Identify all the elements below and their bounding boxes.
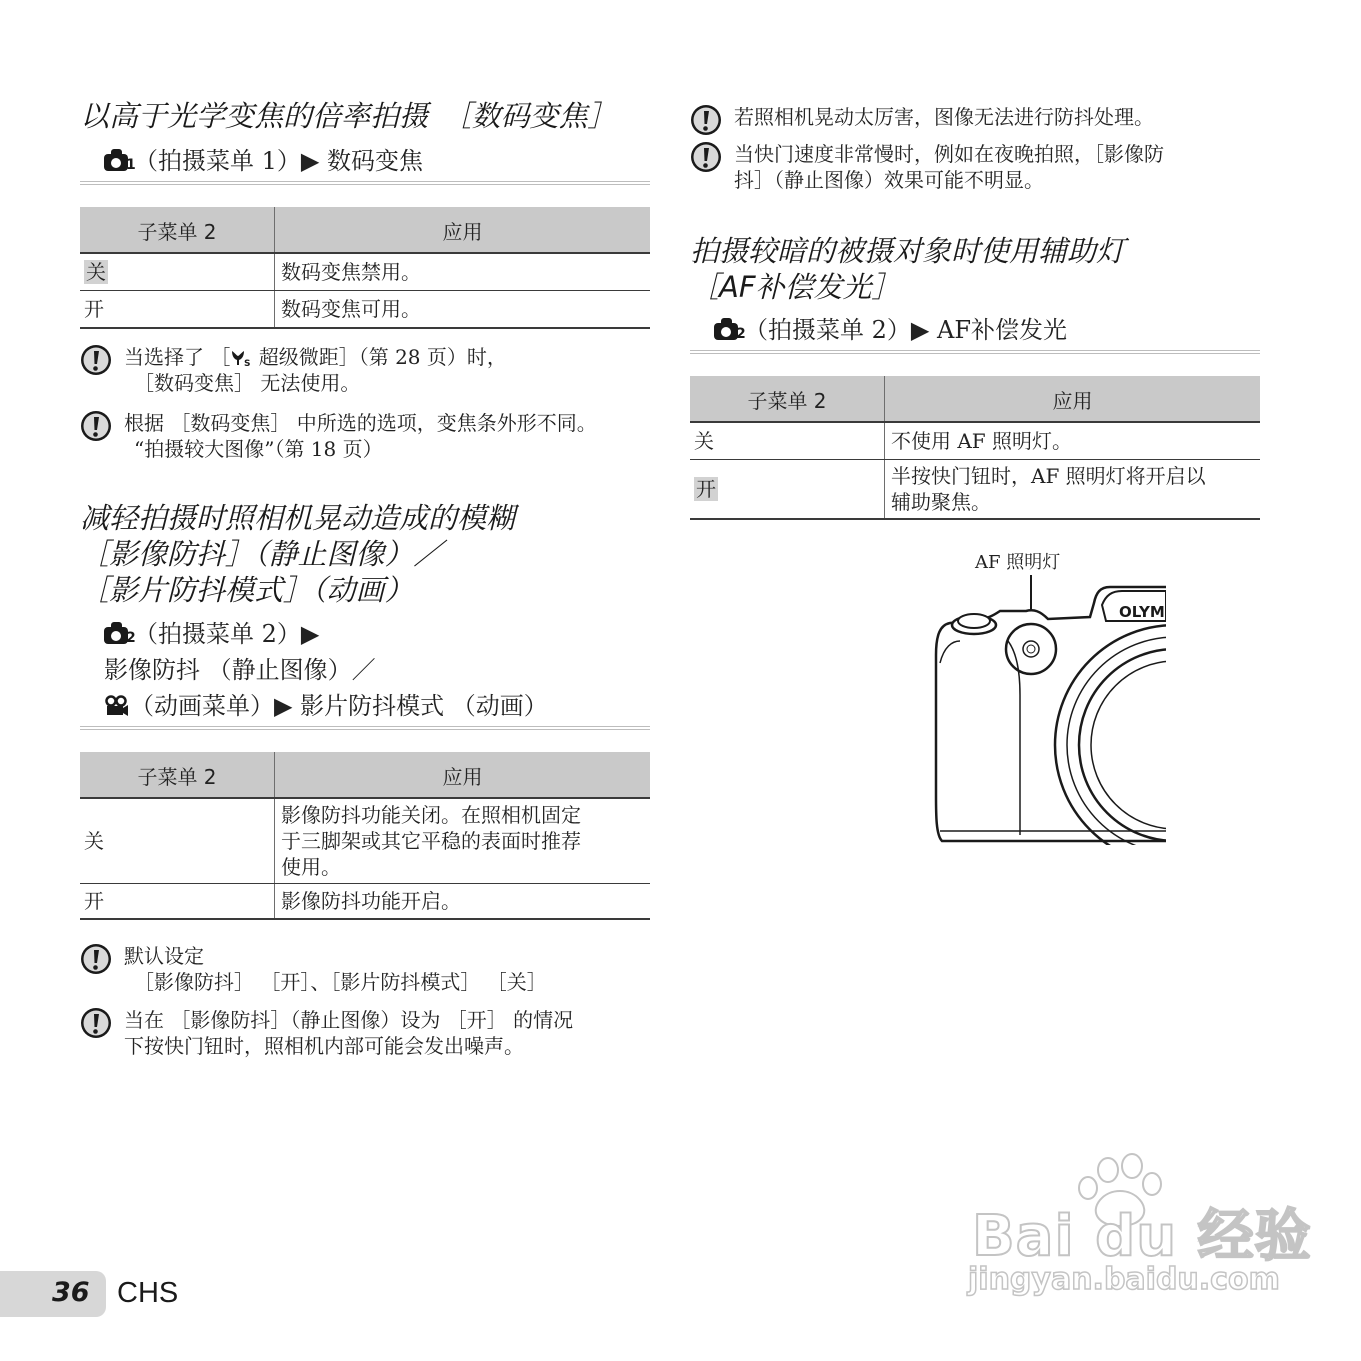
note-item: 根据 ［数码变焦］ 中所选的选项，变焦条外形不同。 “拍摄较大图像”（第 18 页） (80, 410, 650, 466)
table-header-application: 应用 (275, 208, 651, 254)
option-off-highlighted: 关 (86, 260, 106, 284)
note-item: 当快门速度非常慢时，例如在夜晚拍照，［影像防 抖］（静止图像）效果可能不明显。 (690, 141, 1260, 197)
caution-icon (80, 1007, 112, 1039)
page-number: 36 (52, 1277, 90, 1308)
option-description: 数码变焦可用。 (275, 291, 651, 329)
table-header-submenu: 子菜单 2 (80, 208, 275, 254)
option-on-highlighted: 开 (696, 477, 716, 501)
option-off: 关 (80, 798, 275, 884)
note-item: 默认设定 ［影像防抖］ ［开］、［影片防抖模式］ ［关］ (80, 943, 650, 999)
table-row (80, 253, 650, 291)
table-row (80, 798, 650, 884)
table-row (80, 884, 650, 920)
language-code: CHS (117, 1277, 179, 1309)
watermark-url: jingyan.baidu.com (968, 1262, 1280, 1297)
brand-logo: OLYM (1119, 603, 1165, 621)
camera-mode-icon: 1 (104, 149, 132, 171)
table-header-submenu: 子菜单 2 (80, 753, 275, 799)
option-description: 影像防抖功能开启。 (275, 884, 651, 920)
menu-path-text: （拍摄菜单 1）▶ 数码变焦 (134, 147, 423, 175)
watermark-logo-text: Bai du 经验 (972, 1204, 1312, 1269)
image-stabilizer-table (80, 752, 650, 920)
table-row (690, 460, 1260, 520)
table-header-application: 应用 (275, 753, 651, 799)
section-title-image-stabilizer: 减轻拍摄时照相机晃动造成的模糊 ［影像防抖］（静止图像）／ ［影片防抖模式］（动画） (80, 501, 516, 607)
option-on: 开 (80, 291, 275, 329)
table-row (80, 291, 650, 329)
option-off: 关 (690, 422, 885, 460)
caution-icon (80, 344, 112, 376)
caution-icon (80, 410, 112, 442)
section-title-digital-zoom: 以高于光学变焦的倍率拍摄 ［数码变焦］ (80, 99, 617, 133)
option-on: 开 (80, 884, 275, 920)
option-description: 影像防抖功能关闭。在照相机固定 于三脚架或其它平稳的表面时推荐 使用。 (275, 798, 651, 884)
caution-icon (690, 141, 722, 173)
camera-mode-icon: 2 (714, 318, 742, 340)
af-lamp-label: AF 照明灯 (975, 552, 1061, 573)
table-header-application: 应用 (885, 377, 1261, 423)
movie-menu-icon (104, 695, 130, 717)
option-description: 不使用 AF 照明灯。 (885, 422, 1261, 460)
digital-zoom-table (80, 207, 650, 329)
caution-icon (80, 943, 112, 975)
menu-path-af-illuminator: 2 （拍摄菜单 2）▶ AF补偿发光 (690, 312, 1260, 354)
note-item: 当选择了 ［ S 超级微距］（第 28 页）时， ［数码变焦］ 无法使用。 (80, 344, 650, 400)
section-title-af-illuminator: 拍摄较暗的被摄对象时使用辅助灯 ［AF补偿发光］ (690, 234, 1126, 304)
caution-icon (690, 104, 722, 136)
super-macro-icon (230, 347, 252, 367)
camera-illustration (930, 545, 1170, 845)
menu-path-image-stabilizer: 2 （拍摄菜单 2）▶ 影像防抖 （静止图像）／ （动画菜单）▶ 影片防抖模式 （动画） (80, 616, 650, 730)
camera-mode-icon: 2 (104, 622, 132, 644)
af-illuminator-table (690, 376, 1260, 520)
option-description: 半按快门钮时，AF 照明灯将开启以 辅助聚焦。 (885, 460, 1261, 520)
note-item: 当在 ［影像防抖］（静止图像）设为 ［开］ 的情况 下按快门钮时，照相机内部可能会发出噪声。 (80, 1007, 650, 1063)
table-header-submenu: 子菜单 2 (690, 377, 885, 423)
option-description: 数码变焦禁用。 (275, 253, 651, 291)
svg-text:S: S (244, 359, 251, 367)
menu-path-digital-zoom (80, 143, 650, 185)
note-item: 若照相机晃动太厉害，图像无法进行防抖处理。 (690, 104, 1260, 134)
table-row (690, 422, 1260, 460)
